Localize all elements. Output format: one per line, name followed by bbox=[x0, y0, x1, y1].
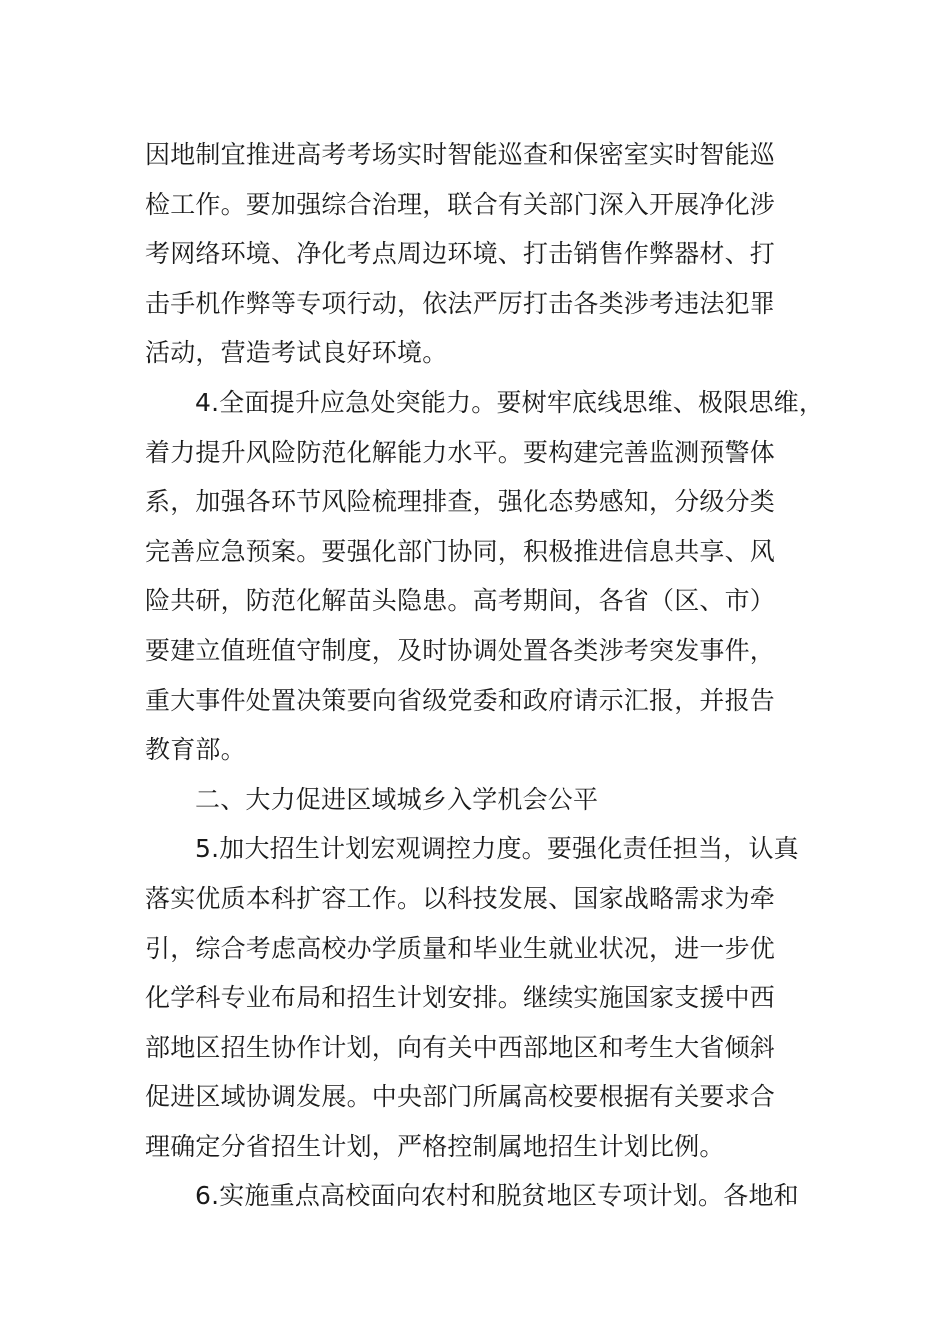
text-line: 引，综合考虑高校办学质量和毕业生就业状况，进一步优 bbox=[145, 933, 776, 963]
text-line: 考网络环境、净化考点周边环境、打击销售作弊器材、打 bbox=[145, 239, 776, 269]
text-line: 6.实施重点高校面向农村和脱贫地区专项计划。各地和 bbox=[195, 1181, 799, 1211]
text-line: 5.加大招生计划宏观调控力度。要强化责任担当，认真 bbox=[195, 834, 799, 864]
text-line: 活动，营造考试良好环境。 bbox=[145, 338, 448, 368]
text-line: 部地区招生协作计划，向有关中西部地区和考生大省倾斜 bbox=[145, 1032, 776, 1062]
text-line: 二、大力促进区域城乡入学机会公平 bbox=[195, 784, 599, 814]
text-line: 理确定分省招生计划，严格控制属地招生计划比例。 bbox=[145, 1131, 725, 1161]
text-line: 落实优质本科扩容工作。以科技发展、国家战略需求为牵 bbox=[145, 883, 776, 913]
text-line: 4.全面提升应急处突能力。要树牢底线思维、极限思维， bbox=[195, 387, 825, 417]
document-body bbox=[145, 130, 825, 1221]
text-line: 因地制宜推进高考考场实时智能巡查和保密室实时智能巡 bbox=[145, 140, 776, 169]
text-line: 系，加强各环节风险梳理排查，强化态势感知，分级分类 bbox=[145, 487, 776, 517]
text-line: 检工作。要加强综合治理，联合有关部门深入开展净化涉 bbox=[145, 189, 776, 219]
text-line: 着力提升风险防范化解能力水平。要构建完善监测预警体 bbox=[145, 437, 776, 467]
text-line: 完善应急预案。要强化部门协同，积极推进信息共享、风 bbox=[145, 536, 776, 566]
text-line: 促进区域协调发展。中央部门所属高校要根据有关要求合 bbox=[145, 1082, 776, 1112]
text-line: 击手机作弊等专项行动，依法严厉打击各类涉考违法犯罪 bbox=[145, 288, 776, 318]
text-line: 险共研，防范化解苗头隐患。高考期间，各省（区、市） bbox=[145, 586, 776, 616]
text-line: 教育部。 bbox=[145, 735, 246, 765]
text-line: 重大事件处置决策要向省级党委和政府请示汇报，并报告 bbox=[145, 685, 776, 715]
text-line: 要建立值班值守制度，及时协调处置各类涉考突发事件， bbox=[145, 635, 776, 665]
text-line: 化学科专业布局和招生计划安排。继续实施国家支援中西 bbox=[145, 983, 776, 1013]
